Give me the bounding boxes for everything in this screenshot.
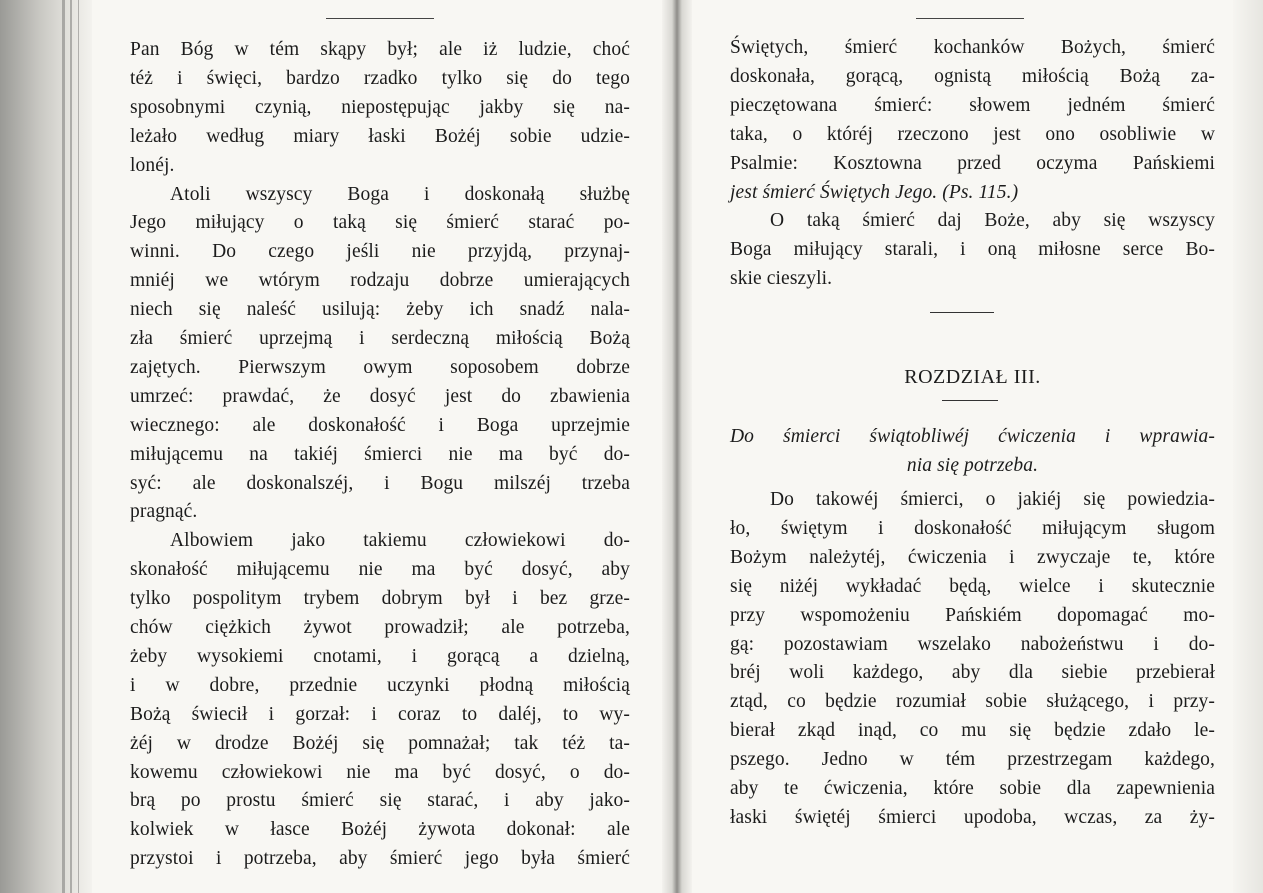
left-page [130,0,630,893]
text-line: zajętych. Pierwszym owym soposobem dobrze [130,356,630,378]
text-line: Do takowéj śmierci, o jakiéj się powiedzia- [770,489,1215,510]
binding-edge-left [0,0,92,893]
text-line: gą: pozostawiam wszelako nabożeństwu i do- [730,633,1215,655]
text-line: przy wspomożeniu Pańskiém dopomagać mo- [730,604,1215,626]
text-line: skie cieszyli. [730,268,833,290]
text-line: ło, świętym i doskonałość miłującym sługom [730,517,1215,539]
text-line: umrzeć: prawdać, że dosyć jest do zbawienia [130,385,630,407]
text-line: pszego. Jedno w tém przestrzegam każdego, [730,749,1215,771]
text-line: Boga miłujący starali, i oną miłosne serce Bo- [730,239,1215,261]
chapter-heading-rule [942,400,998,401]
text-line: żeby wysokiemi cnotami, i gorącą a dzielną, [130,645,630,667]
text-line: Bożym należytéj, ćwiczenia i zwyczaje te, które [730,546,1215,568]
text-line: brą po prostu śmierć się starać, i aby jako- [130,790,630,812]
text-line: chów ciężkich żywot prowadził; ale potrzeba, [130,617,630,638]
text-line: Bożą świecił i gorzał: i coraz to daléj, to wy- [130,703,630,725]
text-line: niech się naleść usilują: żeby ich snadź nala- [130,299,630,321]
text-line: syć: ale doskonalszéj, i Bogu milszéj trzeba [130,472,630,494]
text-line: O taką śmierć daj Boże, aby się wszyscy [770,210,1215,232]
text-line: kowemu człowiekowi nie ma być dosyć, o do- [130,761,630,783]
text-line: bréj woli każdego, aby dla siebie przebierał [730,662,1215,684]
text-line: pragnąć. [130,501,198,523]
text-line: tylko pospolitym trybem dobrym był i bez grze- [130,588,630,610]
text-line: przystoi i potrzeba, aby śmierć jego była śmierć [130,848,630,870]
text-line: leżało według miary łaski Bożéj sobie udzie- [130,125,630,147]
text-line: się niżéj wykładać będą, wielce i skutecznie [730,575,1215,597]
text-line: kolwiek w łasce Bożéj żywota dokonał: ale [130,819,630,841]
text-line: żéj w drodze Bożéj się pomnażał; tak téż ta- [130,732,630,754]
section-divider-rule [930,312,994,313]
text-line: Świętych, śmierć kochanków Bożych, śmierć [730,37,1215,58]
text-line: Pan Bóg w tém skąpy był; ale iż ludzie, choć [130,39,630,60]
text-line: ztąd, co będzie rozumiał sobie służącego, i przy- [730,691,1215,713]
text-line: skonałość miłującemu nie ma być dosyć, aby [130,559,630,581]
text-line: miłującemu na takiéj śmierci nie ma być do- [130,443,630,465]
text-line: aby te ćwiczenia, które sobie dla zapewnienia [730,778,1215,799]
chapter-heading: ROZDZIAŁ III. [904,366,1041,388]
chapter-subtitle-line: nia się potrzeba. [906,455,1039,476]
text-line: zła śmierć uprzejmą i serdeczną miłością Bożą [130,328,630,349]
text-line: i w dobre, przednie uczynki płodną miłością [130,674,630,696]
header-rule-right [916,18,1024,19]
text-line: wiecznego: ale doskonałość i Boga uprzejmie [130,414,630,436]
right-page [730,0,1215,893]
text-line: bierał zkąd inąd, co mu się będzie zdało le- [730,720,1215,742]
chapter-subtitle-line: Do śmierci świątobliwéj ćwiczenia i wprawia- [730,426,1215,447]
page-edge-right [1233,0,1263,893]
text-line: łaski świętéj śmierci upodoba, wczas, za ży- [730,806,1215,828]
text-line: Psalmie: Kosztowna przed oczyma Pańskiemi [730,152,1215,174]
text-line: doskonała, gorącą, ognistą miłością Bożą za- [730,65,1215,87]
text-line: jest śmierć Świętych Jego. (Ps. 115.) [730,181,1019,203]
text-line: winni. Do czego jeśli nie przyjdą, przynaj- [130,241,630,263]
text-line: Albowiem jako takiemu człowiekowi do- [170,530,630,552]
text-line: Atoli wszyscy Boga i doskonałą służbę [170,183,630,205]
text-line: taka, o któréj rzeczono jest ono osobliwie w [730,123,1215,145]
text-line: pieczętowana śmierć: słowem jedném śmierć [730,94,1215,116]
text-line: Jego miłujący o taką się śmierć starać po- [130,212,630,234]
text-line: téż i święci, bardzo rzadko tylko się do tego [130,67,630,89]
text-line: lonéj. [130,154,175,176]
center-fold [662,0,692,893]
text-line: mniéj we wtórym rodzaju dobrze umierających [130,270,630,292]
text-line: sposobnymi czynią, niepostępując jakby się na- [130,96,630,118]
header-rule-left [326,18,434,19]
